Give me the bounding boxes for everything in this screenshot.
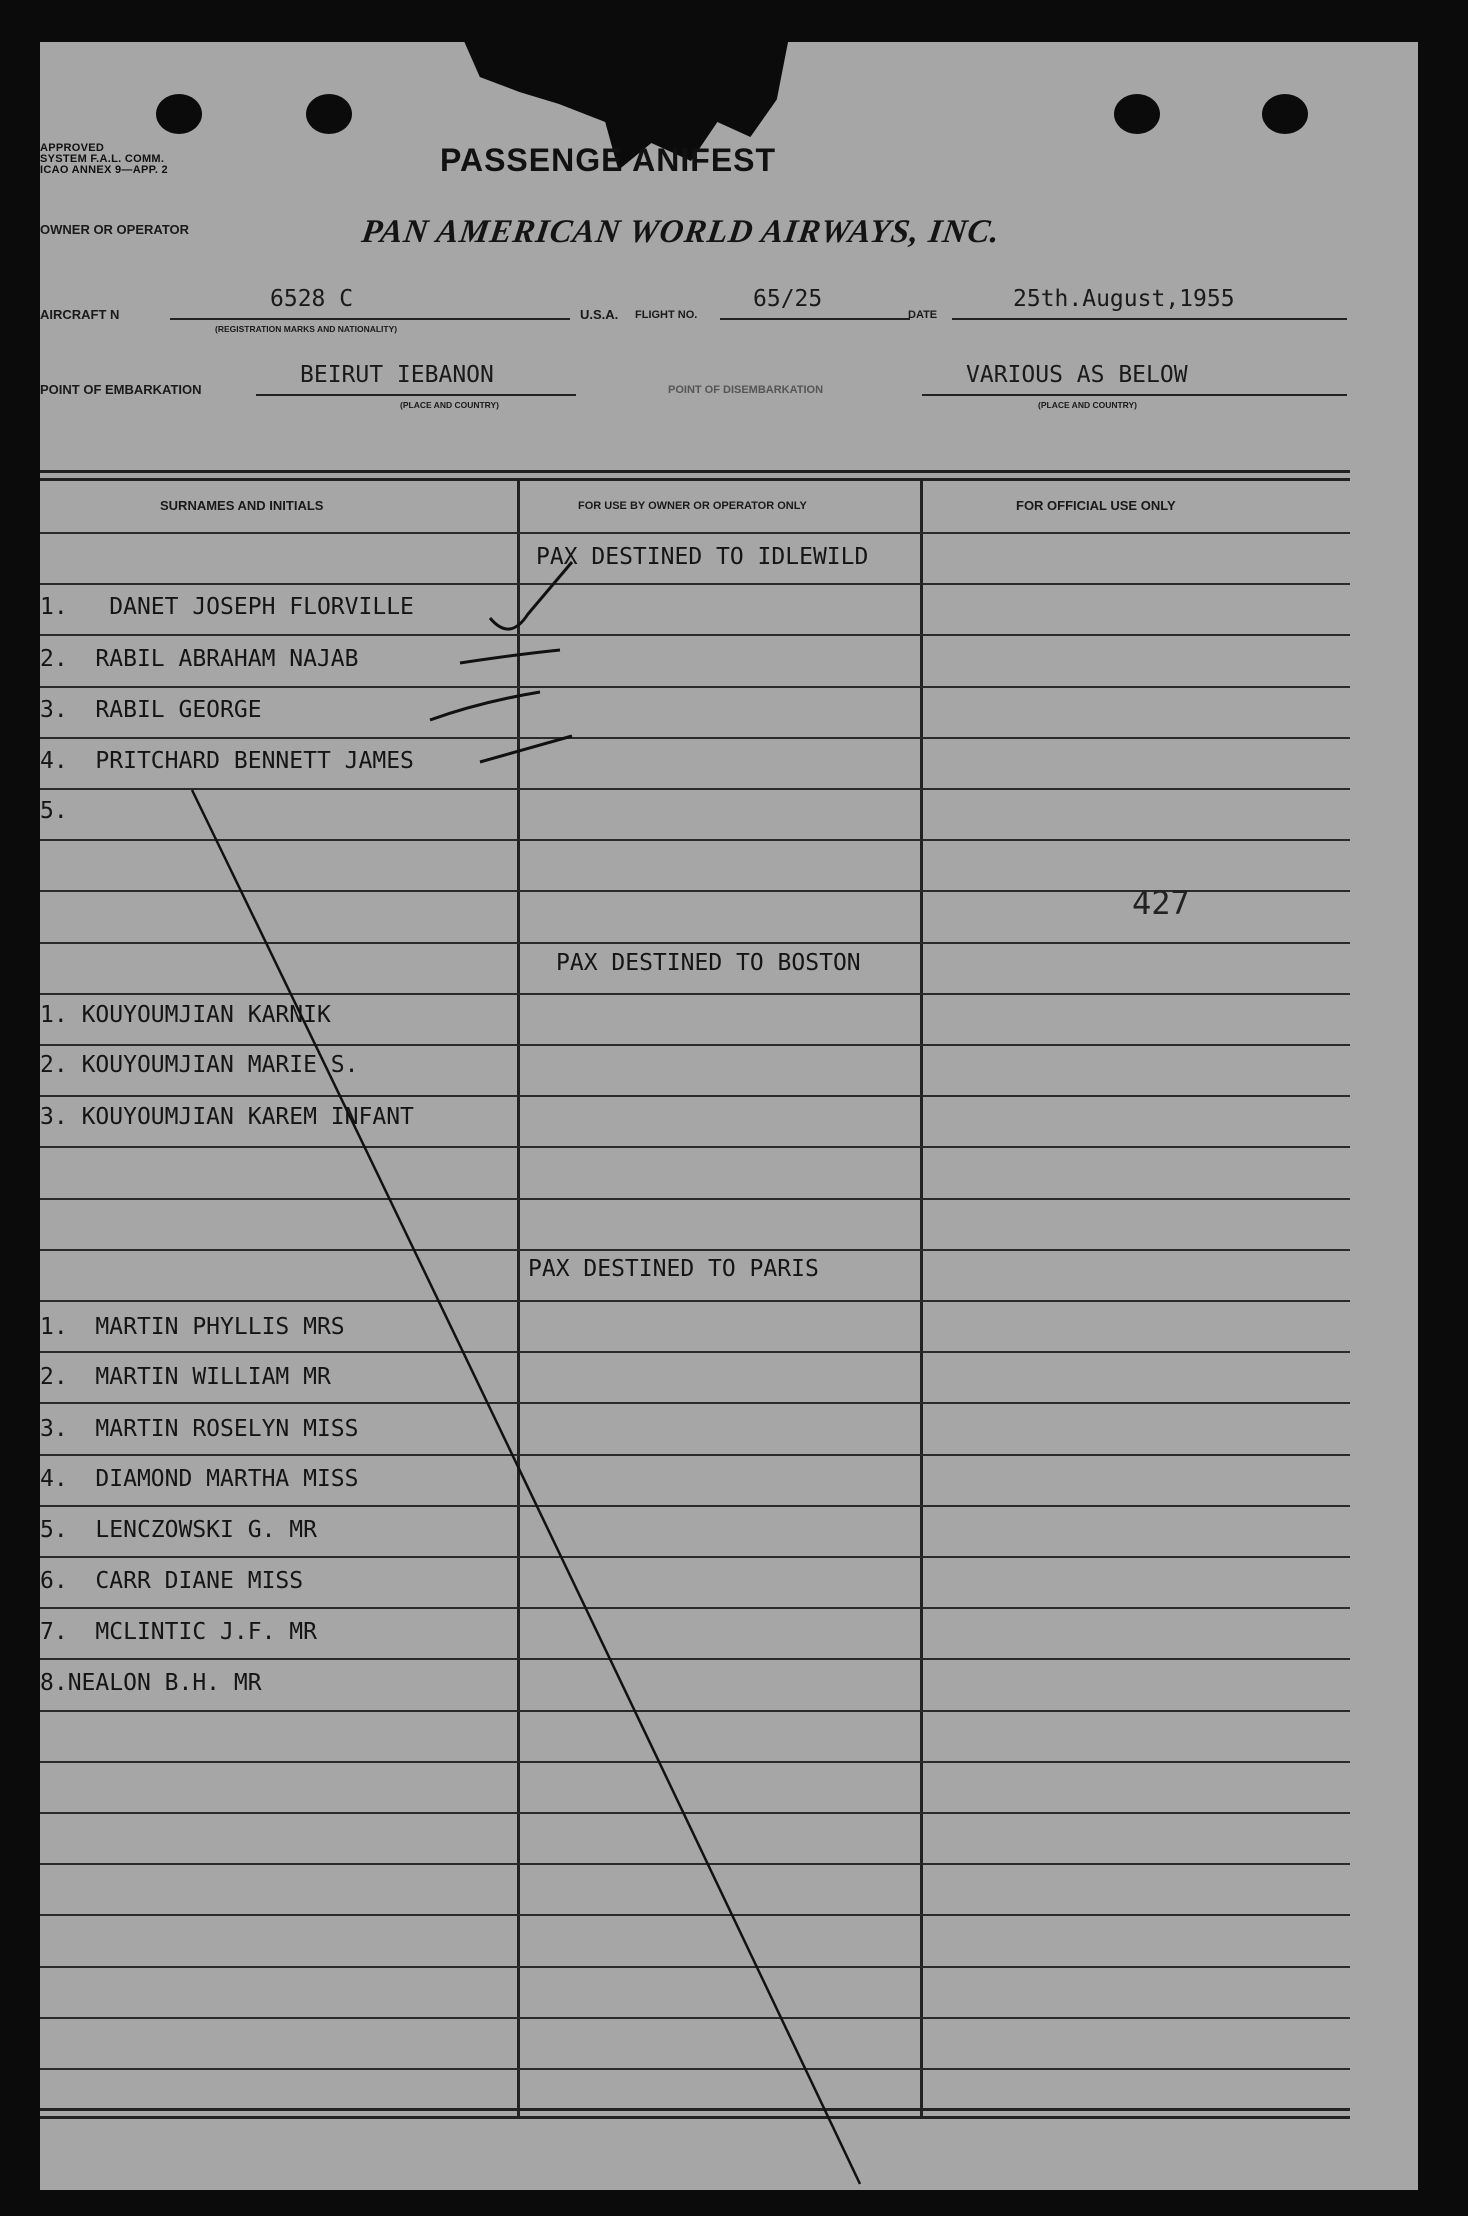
row-number: 2. (40, 646, 68, 672)
official-note: 427 (1132, 884, 1190, 922)
approval-line: ICAO ANNEX 9—APP. 2 (40, 164, 168, 176)
country-label: U.S.A. (580, 307, 619, 322)
row-number: 5. (40, 798, 68, 824)
passenger-name: RABIL ABRAHAM NAJAB (95, 646, 359, 672)
row-number: 4. (40, 1466, 68, 1492)
row-number: 3. (40, 697, 68, 723)
embark-label: POINT OF EMBARKATION (40, 382, 202, 397)
passenger-name: KOUYOUMJIAN KAREM INFANT (81, 1104, 414, 1130)
row-number: 3. (40, 1104, 68, 1130)
row-number: 1. (40, 594, 68, 620)
row-number: 1. (40, 1002, 68, 1028)
column-header-official-use: FOR OFFICIAL USE ONLY (1016, 498, 1176, 513)
row-number: 4. (40, 748, 68, 774)
section-heading-boston: PAX DESTINED TO BOSTON (556, 950, 861, 976)
passenger-name: KOUYOUMJIAN MARIE S. (81, 1052, 359, 1078)
tick-line (480, 736, 572, 762)
passenger-name: MARTIN WILLIAM MR (95, 1364, 331, 1390)
row-number: 2. (40, 1364, 68, 1390)
column-header-names: SURNAMES AND INITIALS (160, 498, 324, 513)
tick-line (460, 650, 560, 663)
passenger-name: DIAMOND MARTHA MISS (95, 1466, 359, 1492)
manifest-page (40, 42, 1418, 2190)
owner-value: PAN AMERICAN WORLD AIRWAYS, INC. (359, 214, 1003, 250)
form-title: PASSENGE ANIFEST (440, 142, 777, 178)
passenger-name: RABIL GEORGE (95, 697, 262, 723)
row-number: 3. (40, 1416, 68, 1442)
aircraft-value: 6528 C (270, 286, 354, 312)
disembark-caption: (PLACE AND COUNTRY) (1038, 400, 1138, 410)
passenger-name: PRITCHARD BENNETT JAMES (95, 748, 414, 774)
passenger-name: MARTIN PHYLLIS MRS (95, 1314, 345, 1340)
row-number: 2. (40, 1052, 68, 1078)
row-number: 6. (40, 1568, 68, 1594)
owner-label: OWNER OR OPERATOR (40, 222, 190, 237)
passenger-name: MARTIN ROSELYN MISS (95, 1416, 359, 1442)
strike-line (192, 790, 860, 2184)
approval-line: SYSTEM F.A.L. COMM. (40, 153, 165, 165)
aircraft-label: AIRCRAFT N (40, 307, 120, 322)
passenger-name: KOUYOUMJIAN KARNIK (81, 1002, 331, 1028)
embark-value: BEIRUT IEBANON (300, 362, 494, 388)
row-number: 7. (40, 1619, 68, 1645)
approval-line: APPROVED (40, 142, 105, 154)
row-number: 5. (40, 1517, 68, 1543)
passenger-name: MCLINTIC J.F. MR (95, 1619, 317, 1645)
section-heading-paris: PAX DESTINED TO PARIS (528, 1256, 819, 1282)
row-number: 8. (40, 1670, 68, 1696)
passenger-name: NEALON B.H. MR (67, 1670, 262, 1696)
date-value: 25th.August,1955 (1013, 286, 1235, 312)
tick-line (430, 692, 540, 720)
pen-marks (40, 42, 1418, 2190)
registration-caption: (REGISTRATION MARKS AND NATIONALITY) (215, 324, 398, 334)
passenger-name: LENCZOWSKI G. MR (95, 1517, 317, 1543)
flight-label: FLIGHT NO. (635, 309, 698, 321)
embark-caption: (PLACE AND COUNTRY) (400, 400, 500, 410)
column-header-owner-use: FOR USE BY OWNER OR OPERATOR ONLY (578, 500, 807, 512)
section-heading-idlewild: PAX DESTINED TO IDLEWILD (536, 544, 869, 570)
checkmark (490, 562, 572, 629)
flight-value: 65/25 (753, 286, 823, 312)
disembark-label: POINT OF DISEMBARKATION (668, 384, 824, 396)
passenger-name: DANET JOSEPH FLORVILLE (109, 594, 414, 620)
disembark-value: VARIOUS AS BELOW (966, 362, 1188, 388)
date-label: DATE (908, 309, 938, 321)
passenger-name: CARR DIANE MISS (95, 1568, 304, 1594)
row-number: 1. (40, 1314, 68, 1340)
